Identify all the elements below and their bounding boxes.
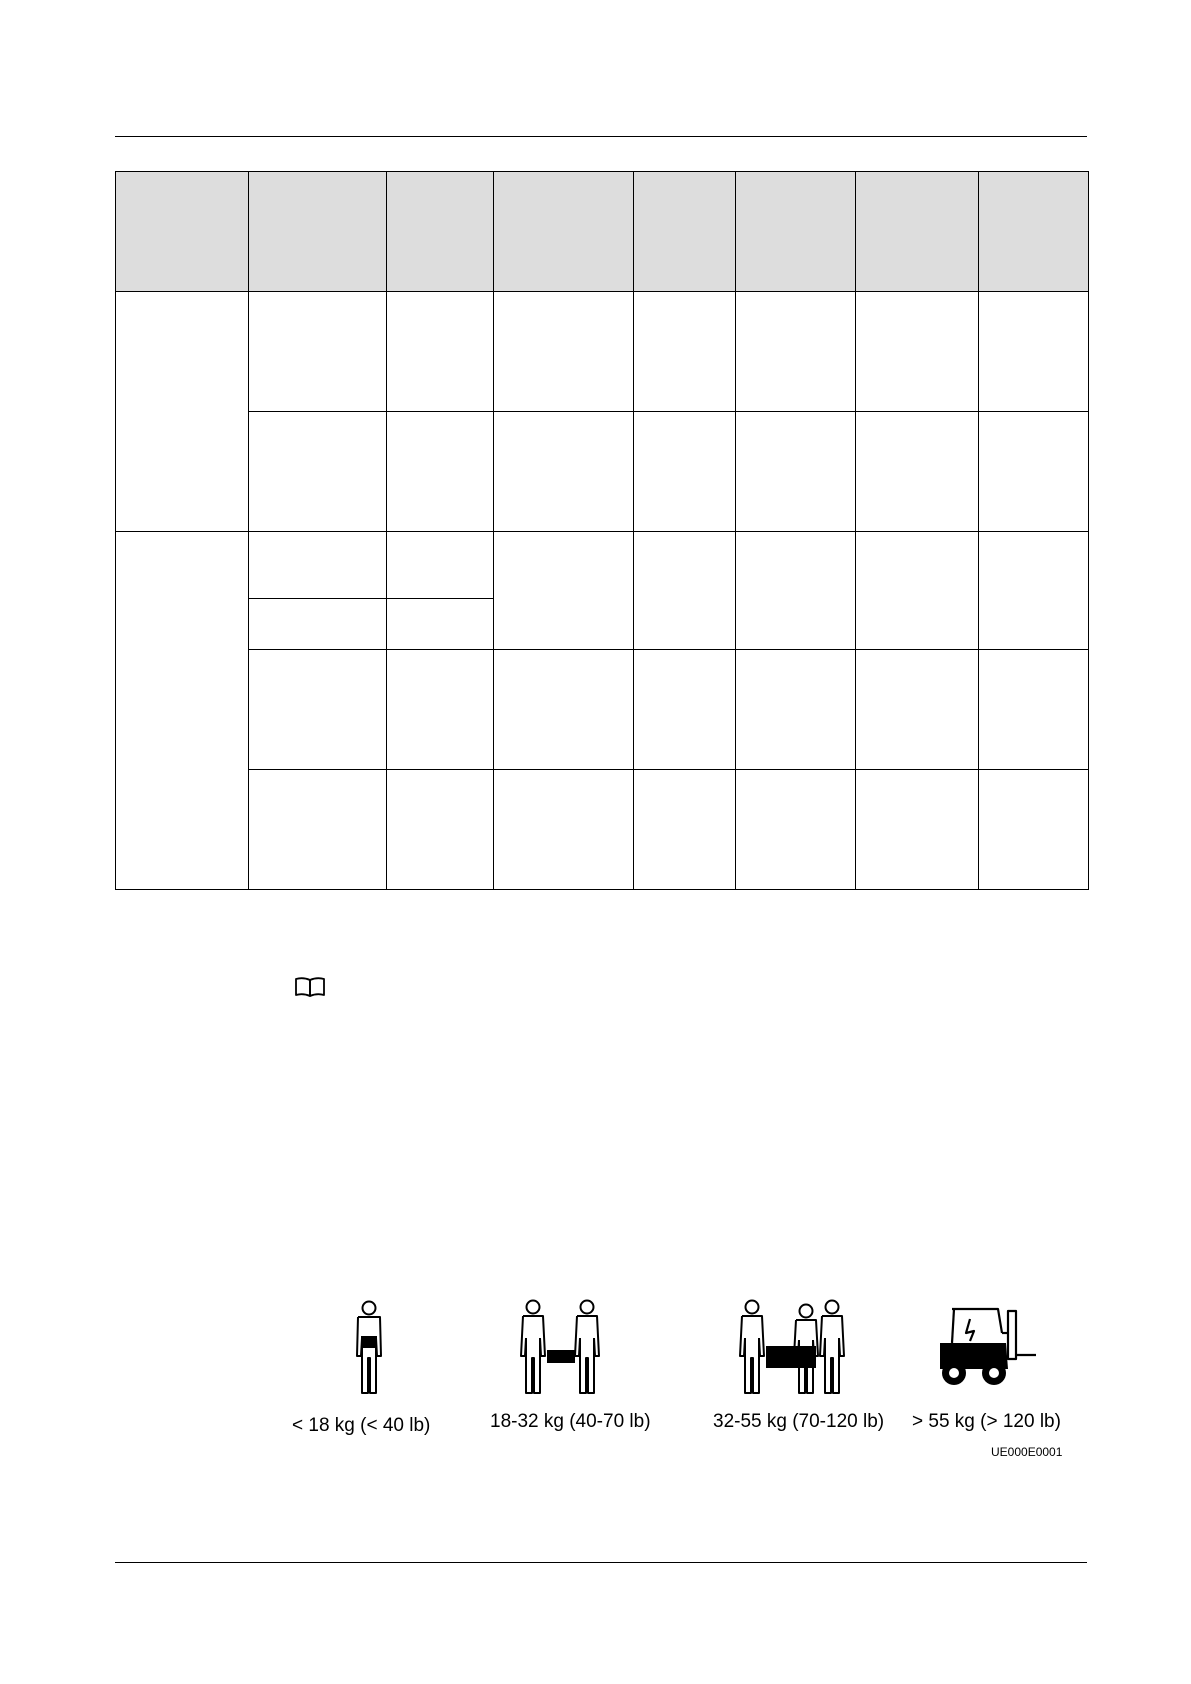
table-cell [116, 532, 249, 890]
table-cell [736, 770, 856, 890]
table-cell [979, 770, 1089, 890]
table-row [116, 292, 1089, 412]
header-cell [856, 172, 979, 292]
table-cell [634, 292, 736, 412]
table-cell [116, 292, 249, 532]
header-cell [979, 172, 1089, 292]
table-cell [249, 770, 387, 890]
table-cell [856, 412, 979, 532]
table-cell [979, 412, 1089, 532]
table-cell [494, 292, 634, 412]
header-cell [249, 172, 387, 292]
table-cell [736, 532, 856, 650]
table-cell [856, 292, 979, 412]
table-row [116, 650, 1089, 770]
table-cell [387, 770, 494, 890]
table-cell [387, 650, 494, 770]
weight-label-under-18kg: < 18 kg (< 40 lb) [292, 1415, 431, 1436]
table-row [116, 770, 1089, 890]
table-cell [736, 412, 856, 532]
weight-label-32-55kg: 32-55 kg (70-120 lb) [713, 1411, 885, 1432]
table-cell [494, 650, 634, 770]
table-cell [736, 650, 856, 770]
header-cell [736, 172, 856, 292]
table-cell [387, 412, 494, 532]
footer-rule [115, 1562, 1087, 1563]
table-cell [736, 292, 856, 412]
three-person-carry-icon [734, 1298, 852, 1401]
table-cell [634, 650, 736, 770]
table-cell [387, 292, 494, 412]
table-row [116, 412, 1089, 532]
table-cell [249, 292, 387, 412]
table-row [116, 532, 1089, 599]
table-cell [494, 412, 634, 532]
table-cell [249, 412, 387, 532]
figure-code: UE000E0001 [991, 1445, 1063, 1459]
one-person-carry-icon [349, 1300, 389, 1401]
table-cell [856, 770, 979, 890]
table-header-row [116, 172, 1089, 292]
header-cell [494, 172, 634, 292]
table-cell [494, 532, 634, 650]
weight-label-over-55kg: > 55 kg (> 120 lb) [912, 1411, 1061, 1432]
table-cell [856, 650, 979, 770]
header-cell [634, 172, 736, 292]
weight-label-18-32kg: 18-32 kg (40-70 lb) [490, 1411, 651, 1432]
spec-table [115, 171, 1089, 890]
table-cell [634, 532, 736, 650]
table-cell [494, 770, 634, 890]
table-cell [249, 650, 387, 770]
table-cell [249, 532, 387, 599]
forklift-icon [936, 1303, 1038, 1394]
table-cell [856, 532, 979, 650]
two-person-carry-icon [515, 1298, 607, 1401]
table-cell [979, 532, 1089, 650]
header-cell [387, 172, 494, 292]
table-cell [387, 599, 494, 650]
table-cell [979, 292, 1089, 412]
table-cell [387, 532, 494, 599]
book-icon [294, 976, 326, 1003]
table-cell [634, 770, 736, 890]
table-cell [634, 412, 736, 532]
header-cell [116, 172, 249, 292]
table-cell [249, 599, 387, 650]
table-cell [979, 650, 1089, 770]
header-rule [115, 136, 1087, 137]
